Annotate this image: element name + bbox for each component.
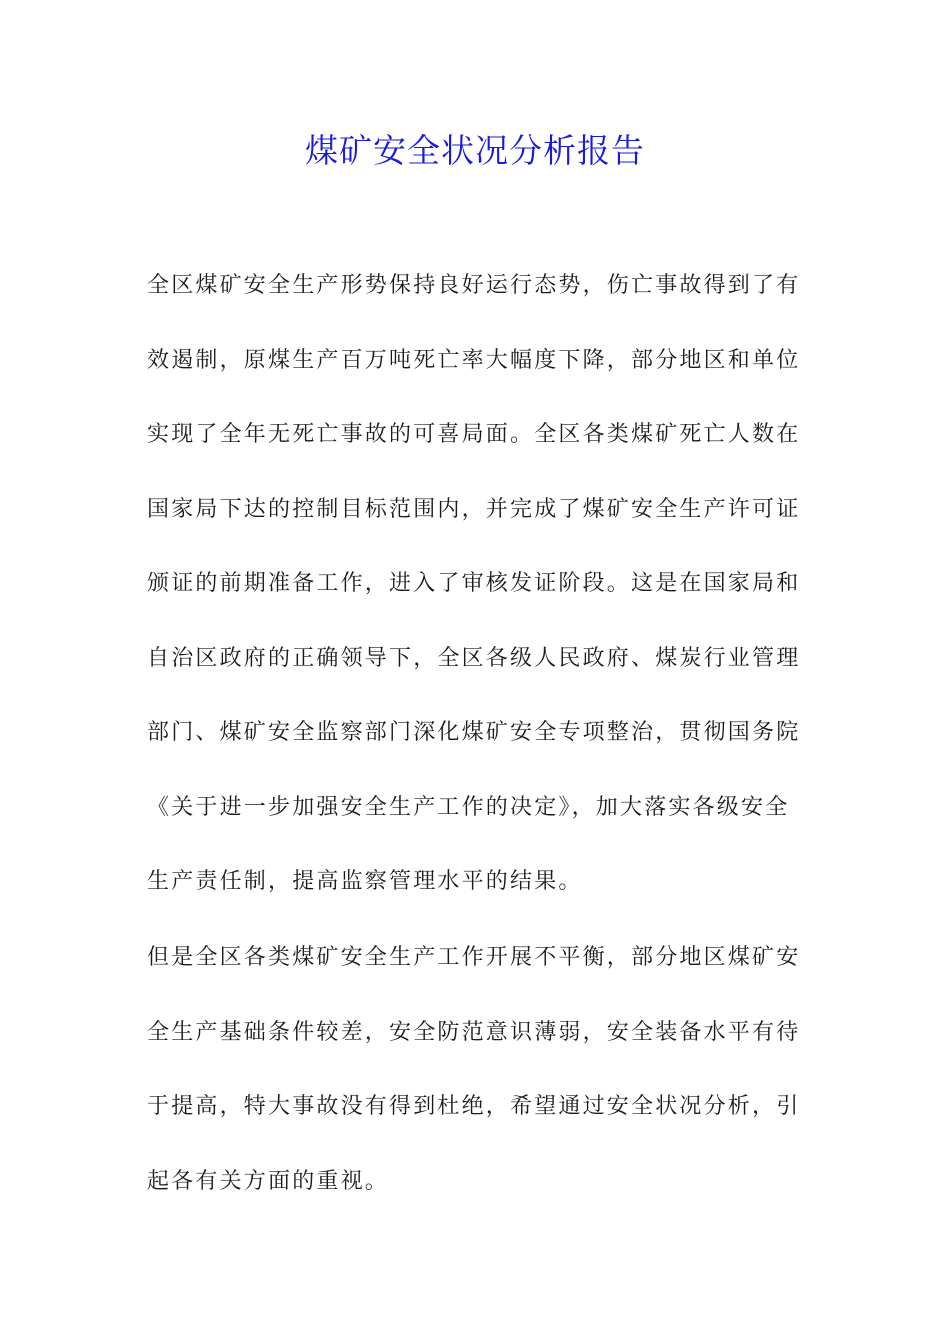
paragraph-line: 颁证的前期准备工作，进入了审核发证阶段。这是在国家局和 xyxy=(147,571,801,596)
paragraph-line: 全生产基础条件较差，安全防范意识薄弱，安全装备水平有待 xyxy=(147,1019,801,1045)
paragraph-1 xyxy=(147,249,807,920)
paragraph-line: 效遏制，原煤生产百万吨死亡率大幅度下降，部分地区和单位 xyxy=(147,347,801,373)
paragraph-line: 国家局下达的控制目标范围内，并完成了煤矿安全生产许可证 xyxy=(147,496,801,522)
paragraph-line: 全区煤矿安全生产形势保持良好运行态势，伤亡事故得到了有 xyxy=(147,273,801,298)
paragraph-line: 部门、煤矿安全监察部门深化煤矿安全专项整治，贯彻国务院 xyxy=(147,720,801,745)
paragraph-line: 《关于进一步加强安全生产工作的决定》，加大落实各级安全 xyxy=(147,794,790,820)
paragraph-line: 于提高，特大事故没有得到杜绝，希望通过安全状况分析，引 xyxy=(147,1094,801,1119)
paragraph-line: 生产责任制，提高监察管理水平的结果。 xyxy=(147,869,583,894)
paragraph-line: 但是全区各类煤矿安全生产工作开展不平衡，部分地区煤矿安 xyxy=(147,945,801,970)
paragraph-line: 实现了全年无死亡事故的可喜局面。全区各类煤矿死亡人数在 xyxy=(147,422,801,447)
document-title: 煤矿安全状况分析报告 xyxy=(305,131,645,170)
paragraph-2 xyxy=(147,921,807,1219)
paragraph-line: 自治区政府的正确领导下，全区各级人民政府、煤炭行业管理 xyxy=(147,645,801,671)
paragraph-line: 起各有关方面的重视。 xyxy=(147,1168,390,1194)
